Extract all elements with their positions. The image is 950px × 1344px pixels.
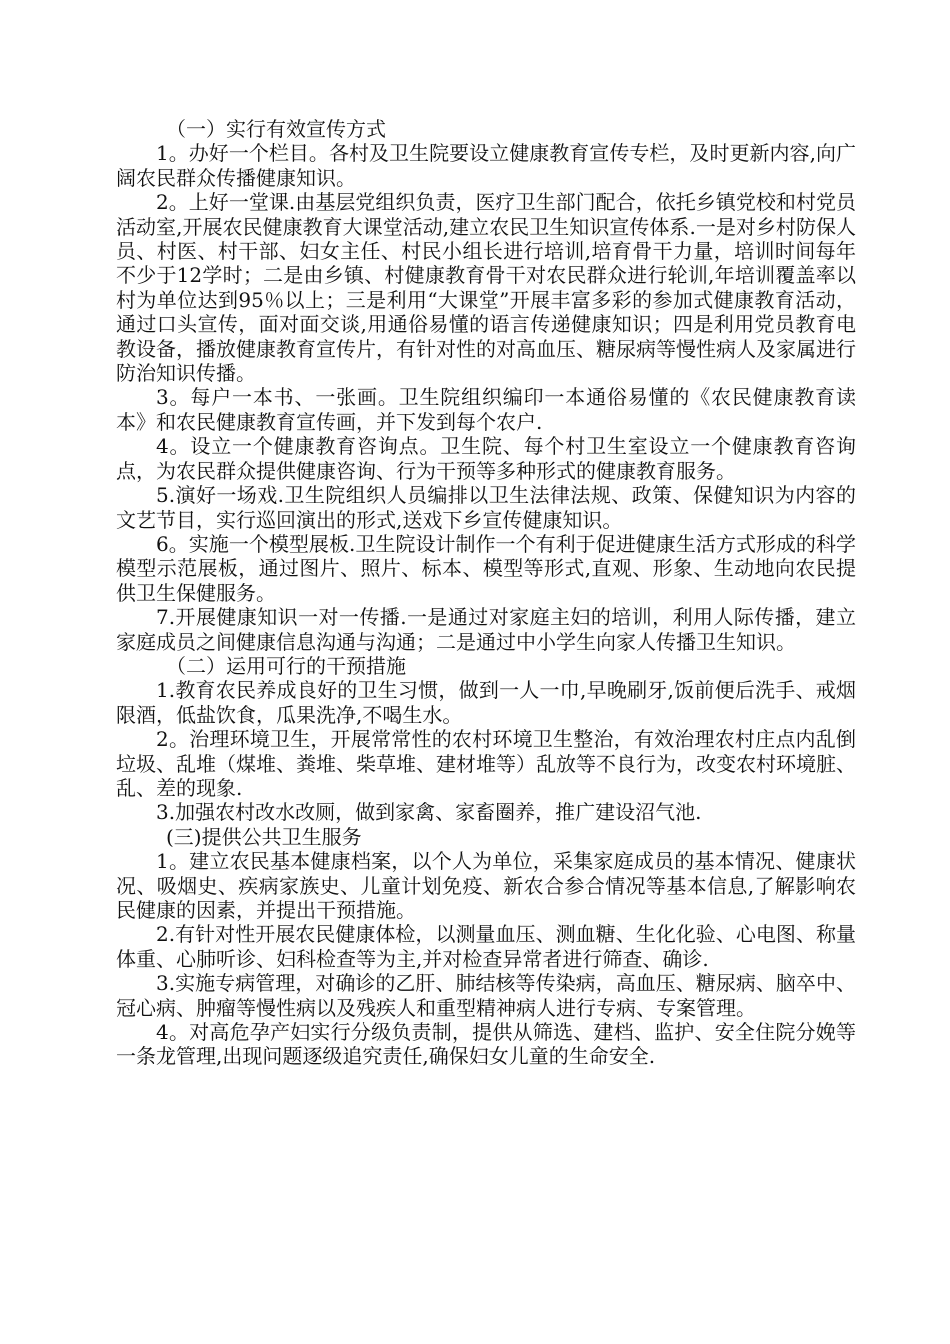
paragraph: 5.演好一场戏.卫生院组织人员编排以卫生法律法规、政策、保健知识为内容的文艺节目，实行巡回演出的形式,送戏下乡宣传健康知识。 [116,483,856,532]
paragraph: 2.有针对性开展农民健康体检，以测量血压、测血糖、生化化验、心电图、称量体重、心肺听诊、妇科检查等为主,并对检查异常者进行筛查、确诊. [116,922,856,971]
paragraph: 3.加强农村改水改厕，做到家禽、家畜圈养，推广建设沼气池. [156,800,702,825]
document-body [116,117,856,1069]
section-heading-3: (三)提供公共卫生服务 [166,824,362,849]
paragraph: 3。每户一本书、一张画。卫生院组织编印一本通俗易懂的《农民健康教育读本》和农民健康教育宣传画，并下发到每个农户. [116,385,856,434]
paragraph: 1。建立农民基本健康档案，以个人为单位，采集家庭成员的基本情况、健康状况、吸烟史、疾病家族史、儿童计划免疫、新农合参合情况等基本信息,了解影响农民健康的因素，并提出干预措施。 [116,849,856,922]
paragraph: 1.教育农民养成良好的卫生习惯，做到一人一巾,早晚刷牙,饭前便后洗手、戒烟限酒，低盐饮食，瓜果洗净,不喝生水。 [116,678,856,727]
paragraph: 6。实施一个模型展板.卫生院设计制作一个有利于促进健康生活方式形成的科学模型示范展板，通过图片、照片、标本、模型等形式,直观、形象、生动地向农民提供卫生保健服务。 [116,531,856,605]
section-heading-2: （二）运用可行的干预措施 [166,653,406,678]
paragraph: 2。上好一堂课.由基层党组织负责，医疗卫生部门配合，依托乡镇党校和村党员活动室,开展农民健康教育大课堂活动,建立农民卫生知识宣传体系.一是对乡村防保人员、村医、村干部、妇女主任、村民小组长进行培训,培育骨干力量，培训时间每年不少于12学时；二是由乡镇、村健康教育骨干对农民群众进行轮训,年培训覆盖率以村为单位达到95％以上；三是利用“大课堂”开展丰富多彩的参加式健康教育活动，通过口头宣传，面对面交谈,用通俗易懂的语言传递健康知识；四是利用党员教育电教设备，播放健康教育宣传片，有针对性的对高血压、糖尿病等慢性病人及家属进行防治知识传播。 [116,190,856,386]
section-heading-1: （一）实行有效宣传方式 [166,117,386,141]
paragraph: 3.实施专病管理，对确诊的乙肝、肺结核等传染病，高血压、糖尿病、脑卒中、冠心病、肿瘤等慢性病以及残疾人和重型精神病人进行专病、专案管理。 [116,971,856,1020]
paragraph: 2。治理环境卫生，开展常常性的农村环境卫生整治，有效治理农村庄点内乱倒垃圾、乱堆（煤堆、粪堆、柴草堆、建材堆等）乱放等不良行为，改变农村环境脏、乱、差的现象. [116,727,856,800]
paragraph: 7.开展健康知识一对一传播.一是通过对家庭主妇的培训，利用人际传播，建立家庭成员之间健康信息沟通与沟通；二是通过中小学生向家人传播卫生知识。 [116,605,856,654]
paragraph: 1。办好一个栏目。各村及卫生院要设立健康教育宣传专栏，及时更新内容,向广阔农民群众传播健康知识。 [116,141,856,190]
paragraph: 4。设立一个健康教育咨询点。卫生院、每个村卫生室设立一个健康教育咨询点，为农民群众提供健康咨询、行为干预等多种形式的健康教育服务。 [116,434,856,483]
paragraph: 4。对高危孕产妇实行分级负责制，提供从筛选、建档、监护、安全住院分娩等一条龙管理,出现问题逐级追究责任,确保妇女儿童的生命安全. [116,1020,856,1069]
